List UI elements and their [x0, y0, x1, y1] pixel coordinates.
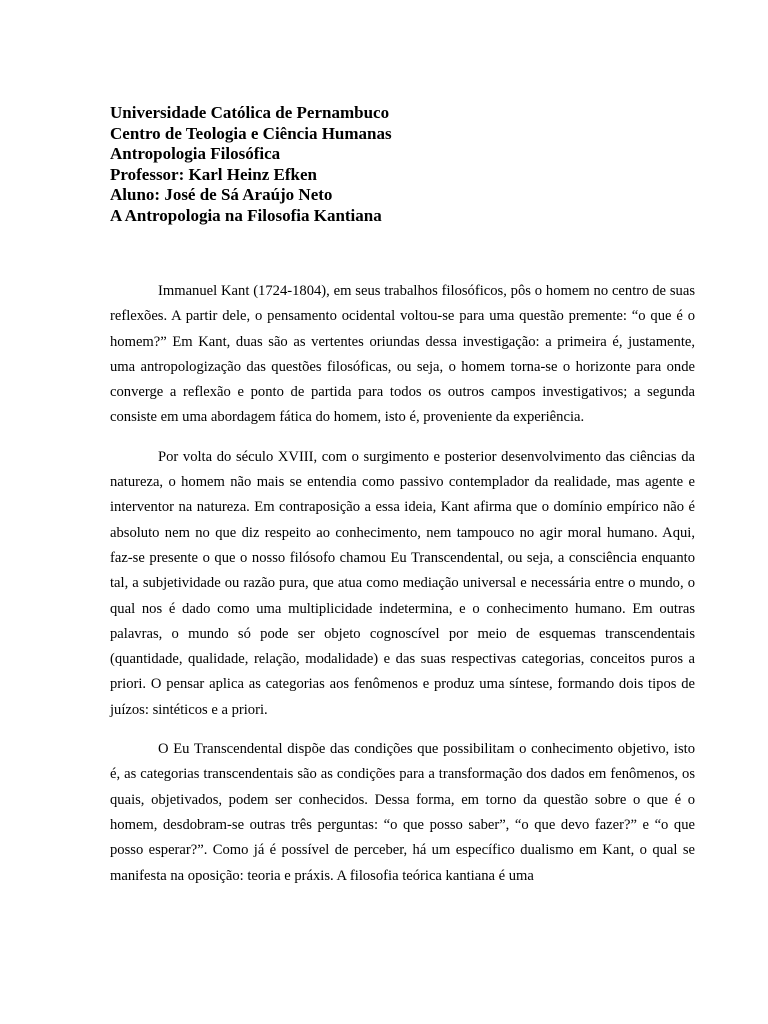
student-name: Aluno: José de Sá Araújo Neto — [110, 185, 333, 204]
professor-name: Professor: Karl Heinz Efken — [110, 164, 317, 184]
paragraph-2: Por volta do século XVIII, com o surgimento e posterior desenvolvimento das ciências da natureza, o homem não mais se entendia como passivo contemplador da realidade, mas agente e interventor na natureza. Em contraposição a essa ideia, Kant afirma que o domínio empírico não é absoluto nem no que diz respeito ao conhecimento, nem tampouco no agir moral humano. Aqui, faz-se presente o que o nosso filósofo chamou Eu Transcendental, ou seja, a consciência enquanto tal, a subjetividade ou razão pura, que atua como mediação universal e necessária entre o mundo, o qual nos é dado como uma multiplicidade indetermina, e o conhecimento humano. Em outras palavras, o mundo só pode ser objeto cognoscível por meio de esquemas transcendentais (quantidade, qualidade, relação, modalidade) e das suas respectivas categorias, conceitos puros a priori. O pensar aplica as categorias aos fenômenos e produz uma síntese, formando dois tipos de juízos: sintéticos e a priori. — [110, 448, 695, 718]
document-header — [110, 103, 670, 226]
document-title: A Antropologia na Filosofia Kantiana — [110, 205, 382, 225]
university-name: Universidade Católica de Pernambuco — [110, 103, 390, 122]
course-name: Antropologia Filosófica — [110, 144, 281, 163]
department-name: Centro de Teologia e Ciência Humanas — [110, 123, 392, 143]
paragraph-3: O Eu Transcendental dispõe das condições que possibilitam o conhecimento objetivo, isto é, as categorias transcendentais são as condições para a transformação dos dados em fenômenos, os quais, objetivados, podem ser conhecidos. Dessa forma, em torno da questão sobre o que é o homem, desdobram-se outras três perguntas: “o que posso saber”, “o que devo fazer?” e “o que posso esperar?”. Como já é possível de perceber, há um específico dualismo em Kant, o qual se manifesta na oposição: teoria e práxis. A filosofia teórica kantiana é uma — [110, 741, 695, 884]
paragraph-1: Immanuel Kant (1724-1804), em seus trabalhos filosóficos, pôs o homem no centro de suas reflexões. A partir dele, o pensamento ocidental voltou-se para uma questão premente: “o que é o homem?” Em Kant, duas são as vertentes oriundas dessa investigação: a primeira é, justamente, uma antropologização das questões filosóficas, ou seja, o homem torna-se o horizonte para onde converge a reflexão e ponto de partida para todos os outros campos investigativos; a segunda consiste em uma abordagem fática do homem, isto é, proveniente da experiência. — [110, 283, 695, 426]
document-body — [110, 279, 695, 903]
